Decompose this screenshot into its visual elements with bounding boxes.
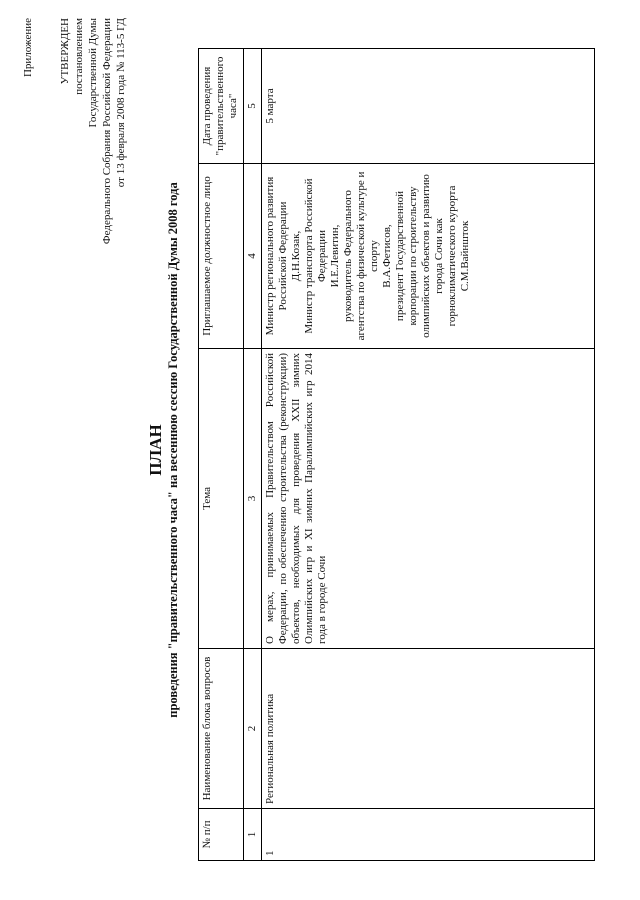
approval-line: от 13 февраля 2008 года № 113-5 ГД <box>115 18 127 188</box>
header-cell-topic: Тема <box>199 349 244 649</box>
row-number: 1 <box>262 809 595 861</box>
person-line: С.М.Вайншток <box>459 220 471 292</box>
person-line: руководитель Федерального агентства по физической культуре и спорту <box>342 171 380 341</box>
approval-line: постановлением <box>73 18 85 95</box>
table-row <box>262 49 595 861</box>
approval-line: Федерального Собрания Российской Федерации <box>101 18 113 245</box>
document-subtitle: проведения "правительственного часа" на весеннюю сессию Государственной Думы 2008 года <box>166 182 180 718</box>
person-line: Министр регионального развития Российской Федерации <box>264 176 289 336</box>
person-line: президент Государственной корпорации по строительству олимпийских объектов и развитию города Сочи как горноклиматического курорта <box>394 174 458 338</box>
document-title: ПЛАН <box>146 424 165 476</box>
person-line: И.Е.Левитин, <box>329 224 341 288</box>
person-line: Д.Н.Козак, <box>290 230 302 282</box>
row-persons <box>262 164 595 349</box>
person-line: В.А.Фетисов, <box>381 224 393 288</box>
table-header-row <box>199 49 244 861</box>
column-number: 5 <box>244 49 262 164</box>
approval-line: Государственной Думы <box>87 18 99 128</box>
approval-line: УТВЕРЖДЕН <box>59 18 71 85</box>
header-cell-person: Приглашаемое должностное лицо <box>199 164 244 349</box>
appendix-label: Приложение <box>22 18 34 78</box>
column-number: 2 <box>244 649 262 809</box>
row-topic: О мерах, принимаемых Правительством Российской Федерации, по обеспечению строительства (реконструкции) объектов, необходимых для проведения XXII зимних Олимпийских игр и XI зимних Паралимпийских игр 2014 года в городе Сочи <box>262 349 595 649</box>
column-number: 4 <box>244 164 262 349</box>
plan-table <box>198 48 595 861</box>
row-block: Региональная политика <box>262 649 595 809</box>
column-number: 1 <box>244 809 262 861</box>
row-date: 5 марта <box>262 49 595 164</box>
column-number-row <box>244 49 262 861</box>
person-line: Министр транспорта Российской Федерации <box>303 178 328 334</box>
header-cell-block: Наименование блока вопросов <box>199 649 244 809</box>
header-cell-number: № п/п <box>199 809 244 861</box>
approval-block <box>58 18 128 318</box>
header-cell-date: Дата проведения "правительственного часа" <box>199 49 244 164</box>
column-number: 3 <box>244 349 262 649</box>
